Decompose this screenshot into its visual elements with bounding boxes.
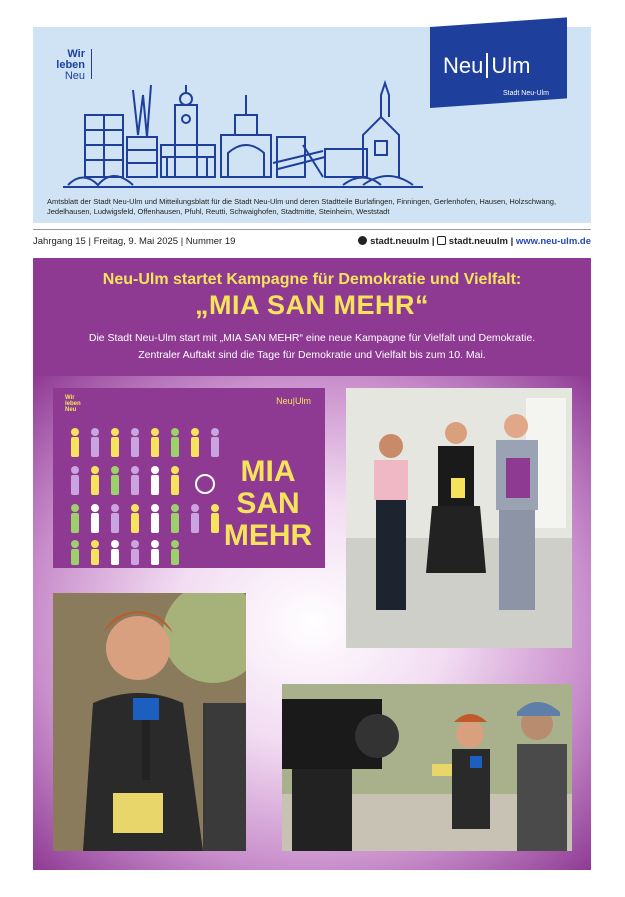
photo-tv-camera-interview [282, 684, 572, 851]
city-skyline-illustration [63, 75, 423, 190]
instagram-icon [437, 236, 446, 245]
interview-photo-illustration [53, 593, 246, 851]
separator: | [431, 236, 435, 247]
wheelchair-icon [196, 475, 214, 493]
article-intro: Die Stadt Neu-Ulm start mit „MIA SAN MEHR“ eine neue Kampagne für Vielfalt und Demokratie. Zentraler Auftakt sind die Tage für Demokratie und Vielfalt bis zum 10. Mai. [88, 332, 536, 361]
camera-photo-illustration [282, 684, 572, 851]
separator: | [510, 236, 514, 247]
poster-slogan: MIA SAN MEHR [223, 455, 313, 552]
facebook-link[interactable]: stadt.neuulm [370, 236, 430, 247]
logo-subtitle: Stadt Neu-Ulm [503, 90, 549, 97]
campaign-article [33, 258, 591, 870]
issue-details: Jahrgang 15 | Freitag, 9. Mai 2025 | Nummer 19 [33, 236, 236, 247]
masthead-subtitle: Amtsblatt der Stadt Neu-Ulm und Mitteilungsblatt für die Stadt Neu-Ulm und deren Stadtteile Burlafingen, Finningen, Gerlenhofen, Hausen, Holzschwang, Jedelhausen, Ludwigsfeld, Offenhausen, Pfuhl, Reutti, Schwaighofen, Stadtmitte, Steinheim, Weststadt [47, 197, 557, 216]
group-photo-illustration [346, 388, 572, 648]
photo-interview-closeup [53, 593, 246, 851]
issue-info-bar [33, 236, 591, 250]
poster-logo: Neu|Ulm [276, 396, 311, 406]
neu-ulm-logo[interactable]: Neu Ulm [443, 53, 531, 78]
article-kicker: Neu-Ulm startet Kampagne für Demokratie und Vielfalt: [102, 271, 522, 288]
campaign-poster [53, 388, 325, 568]
masthead [33, 27, 591, 223]
photo-campaign-team [346, 388, 572, 648]
wir-leben-neu-tagline: Wir leben Neu [56, 48, 85, 82]
article-headline: „MIA SAN MEHR“ [195, 290, 429, 320]
website-link[interactable]: www.neu-ulm.de [515, 236, 591, 247]
facebook-icon [358, 236, 367, 245]
poster-tagline: Wir leben Neu [65, 395, 81, 413]
header-divider [33, 229, 591, 230]
instagram-link[interactable]: stadt.neuulm [448, 236, 508, 247]
diverse-people-icons [67, 426, 227, 566]
